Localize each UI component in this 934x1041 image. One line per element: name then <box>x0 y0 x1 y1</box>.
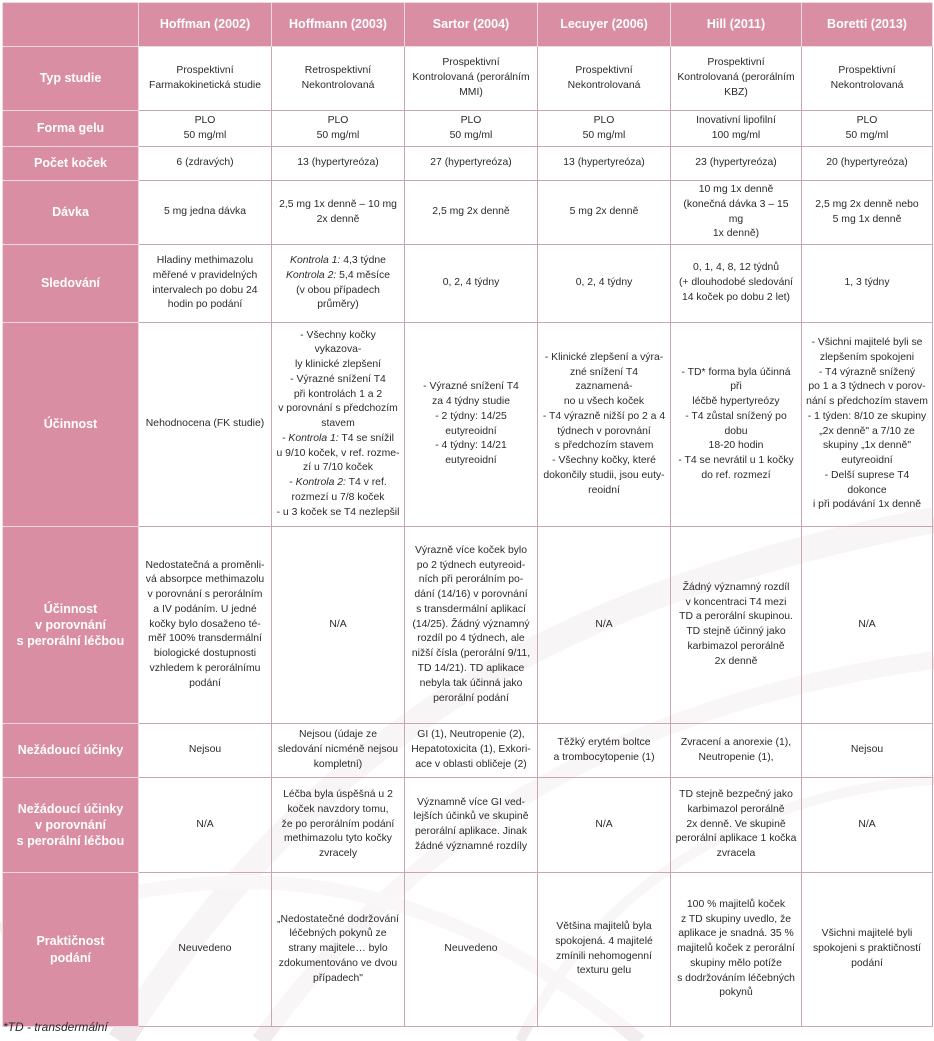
cell-line: s perorální léčbou <box>16 834 125 849</box>
table-cell <box>671 724 802 778</box>
cell-line: Nejsou <box>850 744 884 756</box>
cell-line: Prospektivní <box>707 57 765 69</box>
cell-line: Dávka <box>52 205 89 220</box>
table-cell <box>139 527 272 724</box>
cell-line: do ref. rozmezí <box>701 469 771 481</box>
cell-line: 14 koček po dobu 2 let) <box>681 291 791 303</box>
cell-line: 20 (hypertyreóza) <box>826 157 908 169</box>
table-row <box>3 111 933 147</box>
cell-line: 1, 3 týdny <box>844 277 890 289</box>
cell-line: po 2 týdnech eutyreoid- <box>416 559 526 571</box>
cell-line: 1x denně) <box>712 228 760 240</box>
cell-line: nebyla tak účinná jako <box>419 677 523 689</box>
cell-line: 5 mg 2x denně <box>569 206 639 218</box>
table-row <box>3 873 933 1027</box>
cell-line: 5 mg jedna dávka <box>163 206 247 218</box>
table-cell <box>405 111 538 147</box>
cell-line: (konečná dávka 3 – 15 mg <box>683 198 789 225</box>
cell-line: v porovnání s předchozím <box>278 403 398 415</box>
table-cell <box>405 323 538 527</box>
cell-line: kompletní) <box>313 758 363 770</box>
table-cell <box>802 47 933 111</box>
cell-line: 13 (hypertyreóza) <box>563 157 645 169</box>
header-row <box>3 3 933 47</box>
cell-line: - T4 výrazně snížený <box>818 366 916 378</box>
table-cell <box>139 778 272 873</box>
cell-line: Prospektivní <box>838 64 896 76</box>
cell-line: 18-20 hodin <box>708 440 764 452</box>
cell-line: (14/25). Žádný významný <box>412 618 530 630</box>
cell-line: 50 mg/ml <box>582 129 626 141</box>
cell-line: žádné významné rozdíly <box>414 840 528 852</box>
table-row <box>3 47 933 111</box>
cell-line: podání <box>189 677 221 689</box>
cell-line: GI (1), Neutropenie (2), <box>417 729 525 741</box>
cell-line: Typ studie <box>39 71 102 86</box>
row-header <box>3 724 139 778</box>
table-cell <box>538 147 671 181</box>
cell-line: vzhledem k perorálnímu <box>149 662 261 674</box>
cell-line: dání (14/16) v porovnání <box>414 589 528 601</box>
cell-line: Hladiny methimazolu <box>156 255 254 267</box>
cell-line: N/A <box>858 618 876 630</box>
cell-line: Nejsou (údaje ze <box>299 729 377 741</box>
cell-line: zné snížení T4 zaznamená- <box>570 366 638 393</box>
cell-line: (v obou případech <box>296 284 380 296</box>
table-cell <box>671 245 802 323</box>
cell-line: zvracely <box>318 848 358 860</box>
cell-line: „Nedostatečné dodržování <box>277 913 399 925</box>
cell-line: případech" <box>313 972 363 984</box>
cell-line: 23 (hypertyreóza) <box>695 157 777 169</box>
cell-line: (+ dlouhodobé sledování <box>678 277 794 289</box>
cell-line: Nekontrolovaná <box>830 79 904 91</box>
cell-line: stavem <box>321 418 355 430</box>
cell-line: - Delší suprese T4 dokonce <box>824 469 910 496</box>
cell-line: i při podávání 1x denně <box>812 499 922 511</box>
table-cell <box>272 323 405 527</box>
table-cell <box>538 724 671 778</box>
comparison-table <box>2 2 933 1027</box>
table-cell <box>802 245 933 323</box>
cell-line: koček navzdory tomu, <box>287 803 389 815</box>
cell-line: karbimazol perorálně <box>687 640 785 652</box>
table-cell <box>405 778 538 873</box>
cell-line: Praktičnost <box>36 934 105 949</box>
column-header: Lecuyer (2006) <box>538 3 671 47</box>
table-cell <box>802 778 933 873</box>
cell-line: dokončily studii, jsou euty- <box>543 469 665 481</box>
table-cell <box>538 111 671 147</box>
table-cell <box>272 778 405 873</box>
cell-line: Nekontrolovaná <box>301 79 375 91</box>
table-cell <box>538 778 671 873</box>
cell-line: nižší čísla (perorální 9/11, <box>411 648 531 660</box>
cell-line: že po perorálním podání <box>281 818 395 830</box>
table-cell <box>671 873 802 1027</box>
cell-line: N/A <box>329 618 347 630</box>
cell-line: PLO <box>593 114 615 126</box>
cell-line: - 1 týden: 8/10 ze skupiny <box>807 410 927 422</box>
table-cell <box>538 181 671 245</box>
cell-line: eutyreoidní <box>841 455 893 467</box>
cell-line: Léčba byla úspěšná u 2 <box>283 789 393 801</box>
cell-line: 2x denně. Ve skupině <box>686 818 786 830</box>
table-cell <box>405 724 538 778</box>
cell-line: - TD* forma byla účinná při <box>681 366 791 393</box>
cell-line: 2,5 mg 2x denně nebo <box>815 198 919 210</box>
cell-line: ly klinické zlepšení <box>294 359 382 371</box>
cell-line: - T4 výrazně nižší po 2 a 4 <box>542 410 666 422</box>
cell-line: Nehodnocena (FK studie) <box>145 418 265 430</box>
cell-line: Nežádoucí účinky <box>17 801 124 816</box>
cell-line: Prospektivní <box>575 64 633 76</box>
cell-line: karbimazol perorálně <box>687 803 785 815</box>
cell-line: v porovnání <box>35 617 106 632</box>
cell-line: - u 3 koček se T4 nezlepšil <box>276 506 400 518</box>
column-header: Hoffman (2002) <box>139 3 272 47</box>
column-header: Boretti (2013) <box>802 3 933 47</box>
table-cell <box>538 47 671 111</box>
cell-line: PLO <box>856 114 878 126</box>
cell-line: spokojená. 4 majitelé <box>555 935 653 947</box>
cell-line: průměry) <box>317 299 359 311</box>
cell-line: PLO <box>460 114 482 126</box>
cell-line: 2x denně <box>316 213 360 225</box>
cell-line: eutyreoidní <box>445 425 497 437</box>
cell-line: Nekontrolovaná <box>567 79 641 91</box>
cell-line: Sledování <box>40 276 101 291</box>
cell-line: vá absorpce methimazolu <box>145 574 265 586</box>
table-cell <box>671 147 802 181</box>
footnote: *TD - transdermální <box>3 1020 108 1034</box>
table-cell <box>139 111 272 147</box>
row-header <box>3 873 139 1027</box>
table-cell <box>139 181 272 245</box>
table-cell <box>272 245 405 323</box>
cell-line: s dodržováním léčebných <box>677 972 795 984</box>
cell-line: eutyreoidní <box>445 455 497 467</box>
cell-line: za 4 týdny studie <box>432 396 510 408</box>
table-row <box>3 245 933 323</box>
cell-line: spokojeni s praktičností <box>812 943 921 955</box>
cell-line: N/A <box>196 818 214 830</box>
cell-line: Hepatotoxicita (1), Exkori- <box>411 744 531 756</box>
cell-line: „2x denně" a 7/10 ze <box>819 425 915 437</box>
cell-line: - Všechny kočky, které <box>552 455 656 467</box>
cell-line: 10 mg 1x denně <box>698 184 774 195</box>
cell-line: v koncentraci T4 mezi <box>685 596 787 608</box>
cell-line: Kontrolovaná (perorálním <box>412 72 530 84</box>
cell-line: zlepšením spokojeni <box>819 351 915 363</box>
cell-line: ace v oblasti obličeje (2) <box>415 758 527 770</box>
cell-line: Neuvedeno <box>444 943 498 955</box>
cell-line: PLO <box>327 114 349 126</box>
cell-line: Kontrolovaná (perorálním <box>677 72 795 84</box>
table-row <box>3 527 933 724</box>
table-cell <box>405 527 538 724</box>
cell-line: 50 mg/ml <box>316 129 360 141</box>
cell-line: s předchozím stavem <box>554 440 654 452</box>
cell-line: podání <box>851 957 883 969</box>
cell-line: léčbě hypertyreózy <box>692 396 780 408</box>
table-cell <box>538 873 671 1027</box>
table-cell <box>671 323 802 527</box>
cell-line: methimazolu tyto kočky <box>284 833 392 845</box>
table-cell <box>802 111 933 147</box>
table-cell <box>272 724 405 778</box>
cell-line: 2,5 mg 1x denně – 10 mg <box>279 198 397 210</box>
cell-line: 0, 2, 4 týdny <box>442 277 500 289</box>
cell-line: perorální aplikace 1 kočka <box>675 833 797 845</box>
table-cell <box>405 181 538 245</box>
cell-line: zmínili nehomogenní <box>556 950 652 962</box>
cell-line: Nejsou <box>188 744 222 756</box>
cell-line: lejších účinků ve skupině <box>413 811 529 823</box>
cell-line: 27 (hypertyreóza) <box>430 157 512 169</box>
cell-line: N/A <box>595 818 613 830</box>
cell-line: léčebných pokynů ze <box>289 928 387 940</box>
table-cell <box>671 47 802 111</box>
cell-line: Kontrola 1: 4,3 týdne <box>290 255 386 267</box>
table-cell <box>671 111 802 147</box>
cell-line: biologické dostupnosti <box>153 648 257 660</box>
table-cell <box>802 527 933 724</box>
cell-line: ních při perorálním po- <box>418 574 524 586</box>
cell-line: 6 (zdravých) <box>176 157 234 169</box>
table-cell <box>538 245 671 323</box>
table-cell <box>139 323 272 527</box>
cell-line: Nežádoucí účinky <box>17 743 124 758</box>
cell-line: zdokumentováno ve dvou <box>278 957 398 969</box>
table-cell <box>671 181 802 245</box>
table-cell <box>671 527 802 724</box>
cell-line: PLO <box>194 114 216 126</box>
table-cell <box>139 873 272 1027</box>
cell-line: Zvracení a anorexie (1), <box>680 736 792 748</box>
cell-line: v porovnání s perorálním <box>147 589 263 601</box>
row-header <box>3 181 139 245</box>
cell-line: Retrospektivní <box>304 64 372 76</box>
cell-line: 13 (hypertyreóza) <box>297 157 379 169</box>
cell-line: Farmakokinetická studie <box>148 79 262 91</box>
cell-line: 100 % majitelů koček <box>686 898 786 910</box>
cell-line: MMI) <box>459 86 483 98</box>
table-row <box>3 778 933 873</box>
table-cell <box>139 245 272 323</box>
row-header <box>3 323 139 527</box>
cell-line: - 4 týdny: 14/21 <box>435 440 507 452</box>
cell-line: sledování nicméně nejsou <box>277 744 399 756</box>
table-cell <box>272 147 405 181</box>
cell-line: skupiny „1x denně" <box>822 440 912 452</box>
cell-line: - Výrazné snížení T4 <box>290 373 386 385</box>
cell-line: Počet koček <box>34 156 107 171</box>
cell-line: - Kontrola 1: T4 se snížil <box>282 432 394 444</box>
cell-line: zvracela <box>716 848 756 860</box>
cell-line: skupiny mělo potíže <box>690 957 782 969</box>
table-row <box>3 181 933 245</box>
row-header <box>3 245 139 323</box>
cell-line: TD stejně bezpečný jako <box>679 789 793 801</box>
cell-line: no u všech koček <box>563 396 645 408</box>
column-header: Hill (2011) <box>671 3 802 47</box>
table-cell <box>272 181 405 245</box>
cell-line: texturu gelu <box>576 965 632 977</box>
table-row <box>3 724 933 778</box>
table-cell <box>272 873 405 1027</box>
cell-line: TD 14/21). TD aplikace <box>417 662 525 674</box>
cell-line: reoidní <box>588 484 620 496</box>
table-cell <box>139 147 272 181</box>
cell-line: po 1 a 3 týdnech v porov- <box>808 381 926 393</box>
table-cell <box>139 47 272 111</box>
table-cell <box>538 323 671 527</box>
table-cell <box>405 245 538 323</box>
cell-line: strany majitele… bylo <box>288 943 388 955</box>
cell-line: intervalech po dobu 24 <box>152 284 258 296</box>
row-header <box>3 147 139 181</box>
cell-line: 5 mg 1x denně <box>832 213 902 225</box>
table-cell <box>538 527 671 724</box>
cell-line: - T4 zůstal snížený po dobu <box>685 410 787 437</box>
cell-line: Neutropenie (1), <box>698 751 774 763</box>
table-row <box>3 323 933 527</box>
cell-line: Většina majitelů byla <box>556 921 652 933</box>
cell-line: měř 100% transdermální <box>148 633 262 645</box>
row-header <box>3 111 139 147</box>
cell-line: podání <box>50 950 91 965</box>
row-header <box>3 778 139 873</box>
cell-line: - Výrazné snížení T4 <box>423 381 519 393</box>
cell-line: perorální aplikace. Jinak <box>414 826 528 838</box>
cell-line: Inovativní lipofilní <box>696 114 776 126</box>
cell-line: KBZ) <box>724 86 748 98</box>
cell-line: Všichni majitelé byli <box>821 928 913 940</box>
table-cell <box>405 873 538 1027</box>
table-cell <box>802 873 933 1027</box>
cell-line: TD stejně účinný jako <box>686 626 786 638</box>
table-cell <box>802 147 933 181</box>
table-cell <box>139 724 272 778</box>
row-header <box>3 47 139 111</box>
cell-line: perorální podání <box>433 692 509 704</box>
cell-line: měřené v pravidelných <box>152 269 258 281</box>
cell-line: - T4 se nevrátil u 1 kočky <box>678 455 794 467</box>
cell-line: pokynů <box>719 987 753 999</box>
cell-line: rozmezí u 7/8 koček <box>291 492 385 503</box>
cell-line: zí u 7/10 koček <box>303 462 373 474</box>
cell-line: - Všichni majitelé byli se <box>811 336 923 348</box>
cell-line: Výrazně více koček bylo <box>414 544 528 556</box>
table-cell <box>671 778 802 873</box>
cell-line: aplikace je snadná. 35 % <box>678 928 794 940</box>
cell-line: 0, 1, 4, 8, 12 týdnů <box>692 262 780 274</box>
column-header: Hoffmann (2003) <box>272 3 405 47</box>
cell-line: týdnech v porovnání <box>557 425 651 437</box>
cell-line: Neuvedeno <box>178 943 232 955</box>
cell-line: N/A <box>595 618 613 630</box>
table-row <box>3 147 933 181</box>
cell-line: nání s předchozím stavem <box>806 396 928 408</box>
cell-line: 100 mg/ml <box>711 129 761 141</box>
cell-line: hodin po podání <box>167 299 243 311</box>
cell-line: Prospektivní <box>176 64 234 76</box>
table-cell <box>272 111 405 147</box>
cell-line: Kontrola 2: 5,4 měsíce <box>286 269 390 281</box>
cell-line: s perorální léčbou <box>16 634 125 649</box>
cell-line: a IV podáním. U jedné <box>153 603 257 615</box>
cell-line: z TD skupiny uvedlo, že <box>680 913 792 925</box>
cell-line: N/A <box>858 818 876 830</box>
cell-line: 2x denně <box>714 655 758 667</box>
cell-line: u 9/10 koček, v ref. rozme- <box>276 447 400 459</box>
cell-line: - 2 týdny: 14/25 <box>435 410 507 422</box>
cell-line: Významně více GI ved- <box>417 796 525 808</box>
cell-line: Forma gelu <box>36 121 105 136</box>
cell-line: Účinnost <box>43 417 98 432</box>
cell-line: v porovnání <box>35 817 106 832</box>
table-cell <box>405 47 538 111</box>
cell-line: Těžký erytém boltce <box>557 736 651 748</box>
cell-line: - Kontrola 2: T4 v ref. <box>289 477 387 489</box>
table-cell <box>802 181 933 245</box>
table-cell <box>272 47 405 111</box>
corner-cell <box>3 3 139 47</box>
cell-line: rozdíl po 4 týdnech, ale <box>417 633 525 645</box>
cell-line: a trombocytopenie (1) <box>553 751 655 763</box>
cell-line: - Klinické zlepšení a výra- <box>544 351 664 363</box>
cell-line: majitelů koček z perorální <box>677 943 795 955</box>
cell-line: Účinnost <box>43 601 98 616</box>
cell-line: kočky bylo dosaženo té- <box>149 618 261 630</box>
cell-line: s transdermální aplikací <box>416 603 526 615</box>
cell-line: 0, 2, 4 týdny <box>575 277 633 289</box>
cell-line: Nedostatečná a proměnli- <box>145 559 265 571</box>
table-cell <box>272 527 405 724</box>
cell-line: - Všechny kočky vykazova- <box>300 329 376 356</box>
table-cell <box>802 323 933 527</box>
cell-line: Žádný významný rozdíl <box>682 581 790 593</box>
cell-line: při kontrolách 1 a 2 <box>293 388 383 400</box>
column-header: Sartor (2004) <box>405 3 538 47</box>
cell-line: 50 mg/ml <box>183 129 227 141</box>
cell-line: 50 mg/ml <box>845 129 889 141</box>
cell-line: 2,5 mg 2x denně <box>432 206 510 218</box>
cell-line: Prospektivní <box>442 57 500 69</box>
cell-line: TD a perorální skupinou. <box>679 611 793 623</box>
cell-line: 50 mg/ml <box>449 129 493 141</box>
table-cell <box>802 724 933 778</box>
table-cell <box>405 147 538 181</box>
row-header <box>3 527 139 724</box>
